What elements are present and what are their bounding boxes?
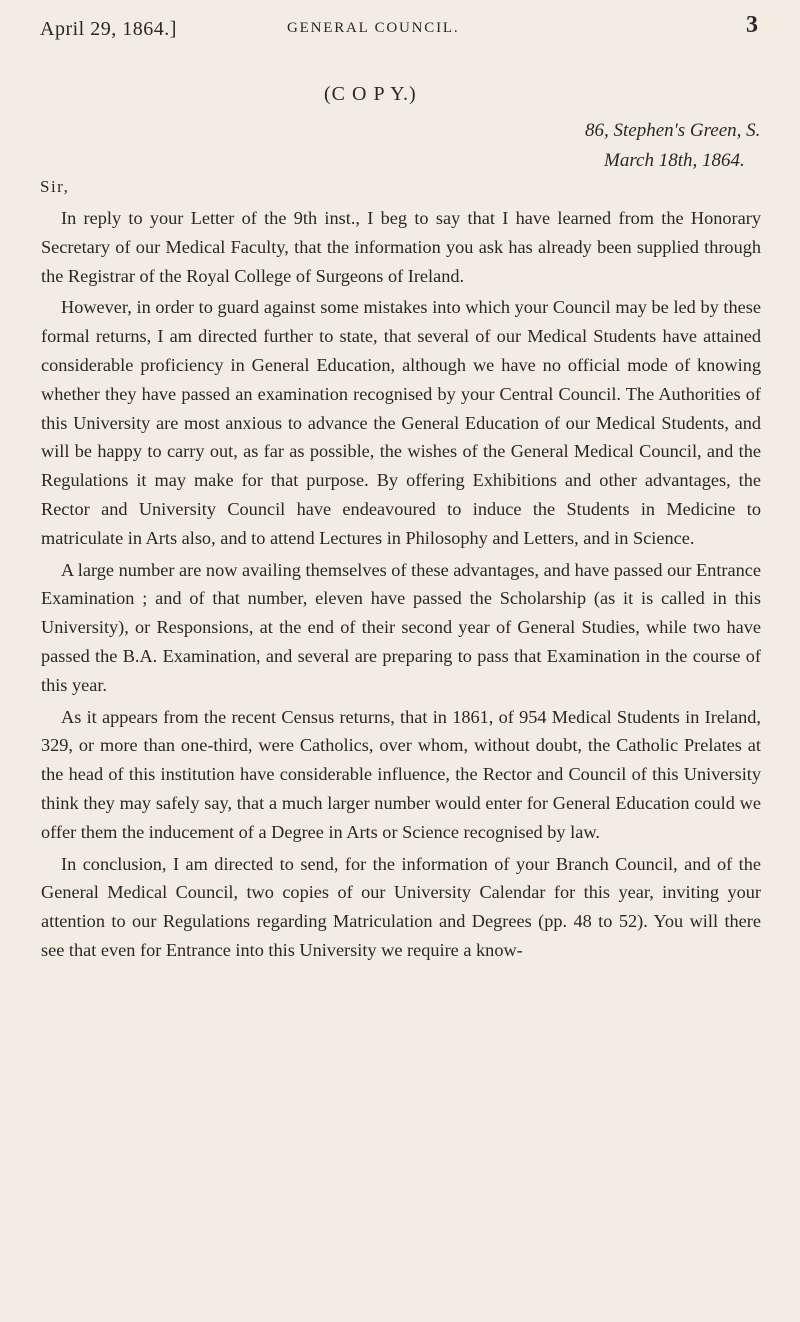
letter-date: March 18th, 1864. [604,150,745,171]
copy-label: (C O P Y.) [324,83,417,105]
running-head [40,10,758,50]
paragraph: As it appears from the recent Census returns, that in 1861, of 954 Medical Students in Ireland, 329, or more than one-third, were Catholics, over whom, without doubt, the Catholic Prelates at the head of this institution have considerable influence, the Rector and Council of this University think they may safely say, that a much larger number would enter for General Education could we offer them the inducement of a Degree in Arts or Science recognised by law. [41,706,761,842]
paragraph: In conclusion, I am directed to send, for the information of your Branch Council, and of the General Medical Council, two copies of our University Calendar for this year, inviting your attention to our Regulations regarding Matriculation and Degrees (pp. 48 to 52). You will there see that even for Entrance into this University we require a know- [41,853,761,960]
salutation: Sir, [40,177,70,196]
letter-body [41,204,761,965]
header-title: GENERAL COUNCIL. [287,20,460,36]
paragraph: However, in order to guard against some mistakes into which your Council may be led by these formal returns, I am directed further to state, that several of our Medical Students have attained considerable proficiency in General Education, although we have no official mode of knowing whether they have passed an examination recognised by your Central Council. The Authorities of this University are most anxious to advance the General Education of our Medical Students, and will be happy to carry out, as far as possible, the wishes of the General Medical Council, and the Regulations it may make for that purpose. By offering Exhibitions and other advantages, the Rector and University Council have endeavoured to induce the Students in Medicine to matriculate in Arts also, and to attend Lectures in Philosophy and Letters, and in Science. [41,297,761,548]
header-date: April 29, 1864.] [40,18,177,40]
paragraph: A large number are now availing themselves of these advantages, and have passed our Entrance Examination ; and of that number, eleven have passed the Scholarship (as it is called in this University), or Responsions, at the end of their second year of General Studies, while two have passed the B.A. Examination, and several are preparing to pass that Examination in the course of this year. [41,559,761,695]
letter-address: 86, Stephen's Green, S. [585,120,761,141]
paragraph: In reply to your Letter of the 9th inst., I beg to say that I have learned from the Honorary Secretary of our Medical Faculty, that the information you ask has already been supplied through the Registrar of the Royal College of Surgeons of Ireland. [41,208,761,286]
page-number: 3 [746,12,758,38]
